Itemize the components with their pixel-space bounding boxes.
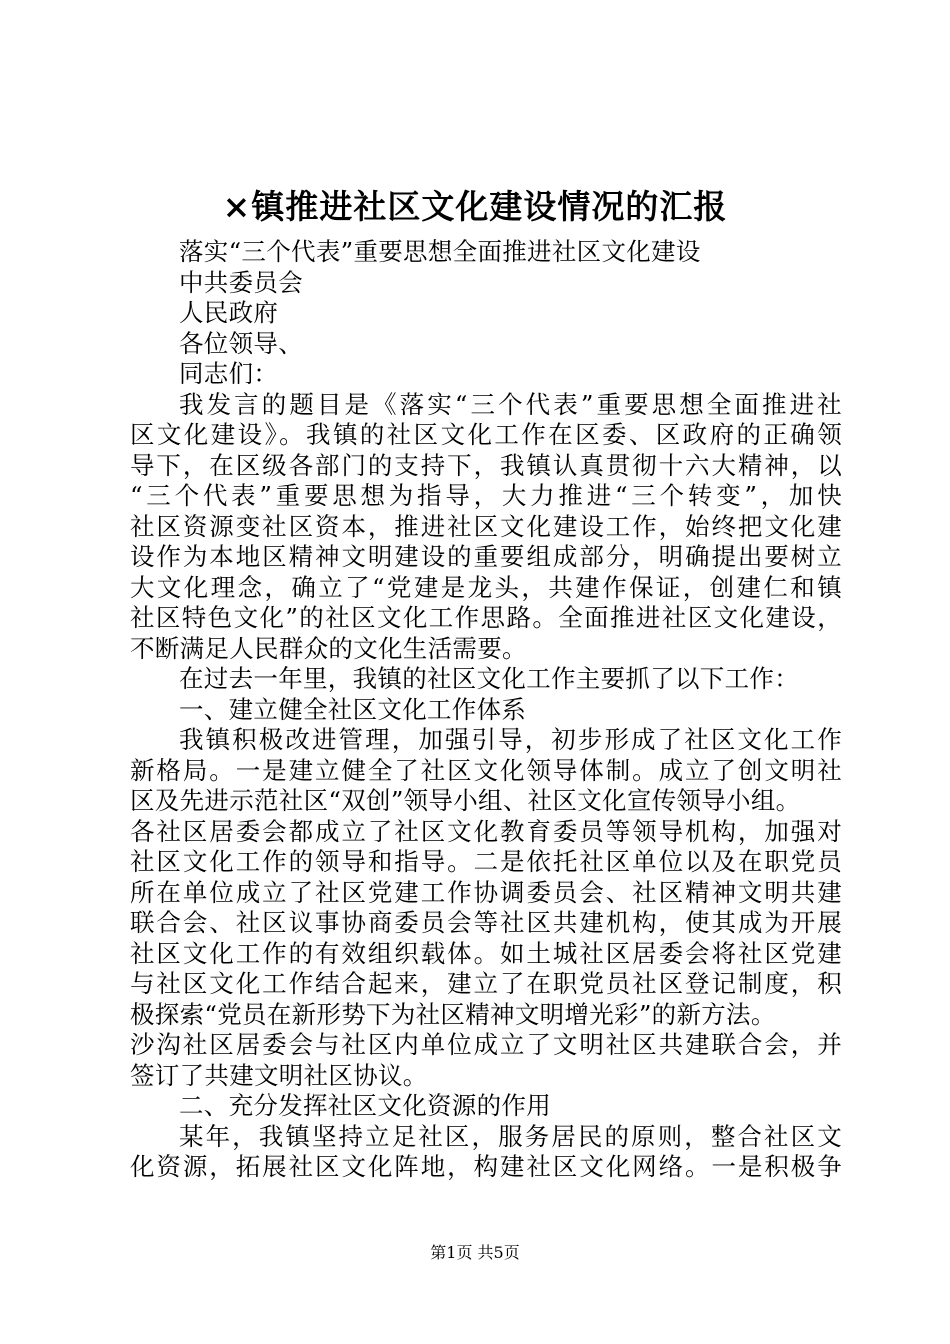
paragraph-line: 社区文化工作的领导和指导。二是依托社区单位以及在职党员: [130, 847, 842, 876]
salutation-line: 各位领导、: [179, 328, 303, 358]
org-line: 中共委员会: [179, 267, 303, 297]
subtitle-line: 落实“三个代表”重要思想全面推进社区文化建设: [179, 237, 701, 266]
paragraph-line: 与社区文化工作结合起来，建立了在职党员社区登记制度，积: [130, 969, 842, 998]
paragraph-line: 新格局。一是建立健全了社区文化领导体制。成立了创文明社: [130, 755, 842, 785]
paragraph-line: 我发言的题目是《落实“三个代表”重要思想全面推进社: [179, 389, 842, 419]
paragraph-line: “三个代表”重要思想为指导，大力推进“三个转变”，加快: [130, 481, 842, 510]
paragraph-line: 大文化理念，确立了“党建是龙头，共建作保证，创建仁和镇: [130, 572, 842, 602]
section-heading: 二、充分发挥社区文化资源的作用: [179, 1091, 551, 1120]
paragraph-line: 导下，在区级各部门的支持下，我镇认真贯彻十六大精神，以: [130, 450, 842, 480]
paragraph-line: 区文化建设》。我镇的社区文化工作在区委、区政府的正确领: [130, 420, 842, 449]
document-body: [130, 237, 842, 1183]
page-number-footer: 第1页 共5页: [430, 1243, 520, 1262]
paragraph-line: 极探索“党员在新形势下为社区精神文明增光彩”的新方法。: [130, 999, 776, 1029]
document-title: ×镇推进社区文化建设情况的汇报: [222, 187, 728, 226]
paragraph-line: 某年，我镇坚持立足社区，服务居民的原则，整合社区文: [179, 1121, 842, 1151]
paragraph-line: 不断满足人民群众的文化生活需要。: [130, 633, 527, 663]
paragraph-line: 社区文化工作的有效组织载体。如土城社区居委会将社区党建: [130, 938, 842, 968]
paragraph-line: 设作为本地区精神文明建设的重要组成部分，明确提出要树立: [130, 542, 842, 571]
paragraph-line: 社区资源变社区资本，推进社区文化建设工作，始终把文化建: [130, 511, 842, 541]
section-heading: 一、建立健全社区文化工作体系: [179, 694, 527, 724]
paragraph-line: 区及先进示范社区“双创”领导小组、社区文化宣传领导小组。: [130, 786, 801, 815]
paragraph-line: 沙沟社区居委会与社区内单位成立了文明社区共建联合会，并: [130, 1030, 842, 1059]
paragraph-line: 联合会、社区议事协商委员会等社区共建机构，使其成为开展: [130, 908, 842, 937]
paragraph-line: 所在单位成立了社区党建工作协调委员会、社区精神文明共建: [130, 877, 842, 907]
paragraph-line: 我镇积极改进管理，加强引导，初步形成了社区文化工作: [179, 725, 842, 754]
paragraph-line: 在过去一年里，我镇的社区文化工作主要抓了以下工作：: [179, 664, 799, 693]
paragraph-line: 化资源，拓展社区文化阵地，构建社区文化网络。一是积极争: [130, 1152, 842, 1181]
paragraph-line: 社区特色文化”的社区文化工作思路。全面推进社区文化建设，: [130, 603, 842, 632]
org-line: 人民政府: [179, 298, 279, 327]
paragraph-line: 签订了共建文明社区协议。: [130, 1060, 428, 1090]
paragraph-line: 各社区居委会都成立了社区文化教育委员等领导机构，加强对: [130, 816, 842, 846]
salutation-line: 同志们：: [179, 359, 279, 388]
